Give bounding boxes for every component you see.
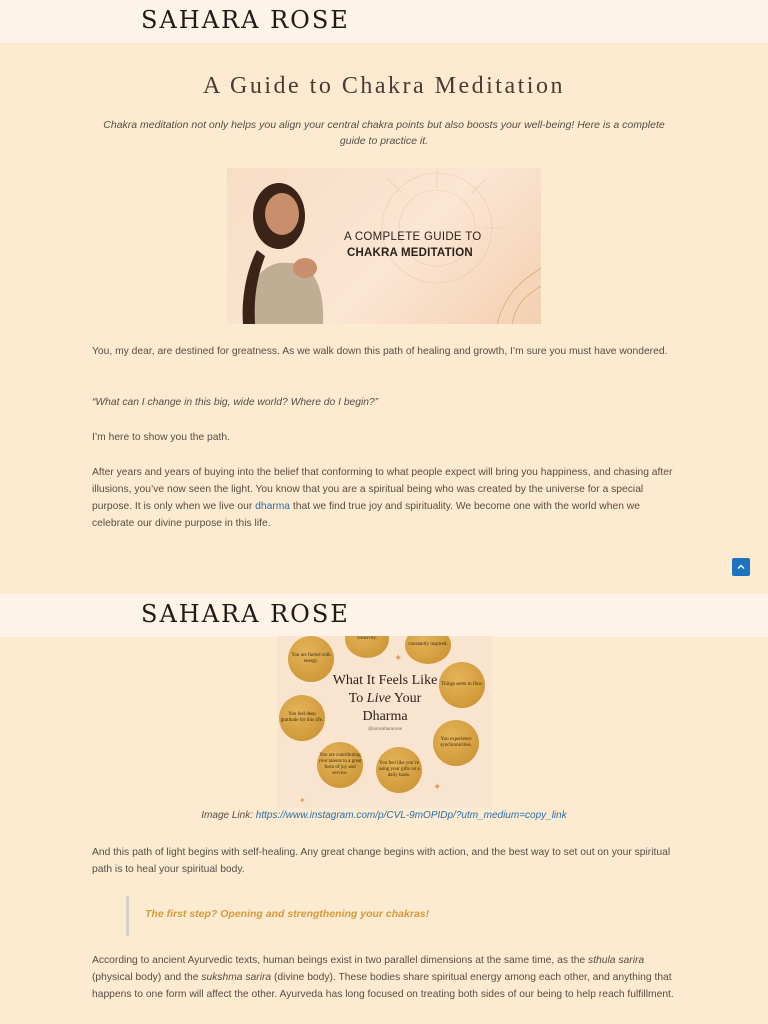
bubble-energy (288, 636, 334, 682)
paragraph-6-text-a: According to ancient Ayurvedic texts, human beings exist in two parallel dimensions at the same time, as the (92, 955, 589, 966)
dharma-title-b: Your Dharma (362, 691, 422, 724)
bubble-text: creativity. (357, 636, 377, 641)
paragraph-5: And this path of light begins with self-healing. Any great change begins with action, and the best way to set out on your spiritual path is to heal your spiritual body. (92, 847, 671, 875)
chevron-up-icon (736, 562, 746, 572)
scroll-to-top-button[interactable] (732, 558, 750, 576)
bubble-text: You feel deep gratitude for this life. (280, 712, 324, 723)
paragraph-6-text-c: (divine body). These bodies share spiritual energy among each other, and anything that happens to one form will affect the other. Ayurveda has long focused on treating both sides of our being to help reach fulfillment. (92, 972, 674, 1000)
bubble-gifts (376, 747, 422, 793)
site-header (0, 0, 768, 43)
bubble-gratitude (279, 695, 325, 741)
dharma-title-a: What It Feels Like To (332, 673, 438, 706)
bubble-contributing (317, 742, 363, 788)
dharma-handle: @iamsahararose (367, 726, 403, 731)
bubble-synchronicities (433, 720, 479, 766)
bubble-flow (439, 662, 485, 708)
blockquote (126, 896, 669, 936)
sparkle-icon: ✦ (394, 653, 403, 664)
dharma-infographic (277, 636, 492, 808)
image-link-url[interactable]: https://www.instagram.com/p/CVL-9mOPIDp/?utm_medium=copy_link (255, 810, 567, 821)
sparkle-icon: ✦ (299, 796, 306, 805)
image-link (0, 810, 768, 821)
hero-title-line1: A COMPLETE GUIDE TO (344, 231, 482, 243)
paragraph-4 (92, 464, 677, 532)
bubble-text: constantly inspired. (408, 642, 448, 647)
bubble-text: You are contributing your talents to a great form of joy and service. (318, 753, 362, 776)
paragraph-3: I’m here to show you the path. (92, 432, 230, 443)
dharma-title (329, 672, 441, 726)
paragraph-4-text-b: that we find true joy and spirituality. We become one with the world when we celebrate our divine purpose in this life. (92, 501, 640, 529)
bubble-text: You feel like you’re using your gifts on a daily basis. (378, 761, 420, 778)
bubble-inspired (405, 636, 451, 664)
paragraph-4-text-a: After years and years of buying into the belief that conforming to what people expect will bring you happiness, and chasing after illusions, you’ve now seen the light. You know that you are a spiritual being who was created by the universe for a special purpose. It is only when we live our (92, 467, 673, 512)
hero-illustration (227, 168, 541, 324)
paragraph-6 (92, 952, 677, 1003)
dharma-title-live: Live (366, 691, 391, 706)
sparkle-icon: ✦ (433, 782, 442, 793)
image-link-label: Image Link: (201, 810, 256, 821)
paragraph-2-quote: “What can I change in this big, wide world? Where do I begin?” (92, 397, 379, 408)
article-title: A Guide to Chakra Meditation (203, 73, 565, 99)
paragraph-6-term-1: sthula sarira (588, 955, 645, 966)
bubble-creativity (345, 636, 389, 658)
paragraph-1: You, my dear, are destined for greatness. As we walk down this path of healing and growth, I’m sure you must have wondered. (92, 346, 668, 357)
site-logo[interactable]: SAHARA ROSE (141, 6, 350, 34)
bubble-text: Things seem to flow. (441, 682, 483, 687)
bubble-text: You are fueled with energy. (291, 653, 331, 664)
article-intro: Chakra meditation not only helps you align your central chakra points but also boosts your well-being! Here is a complete guide to practice it. (103, 119, 665, 147)
paragraph-6-term-2: sukshma sarira (201, 972, 272, 983)
blockquote-text: The first step? Opening and strengthening your chakras! (145, 908, 430, 920)
hero-image (227, 168, 541, 324)
sticky-site-logo[interactable]: SAHARA ROSE (141, 600, 350, 628)
dharma-link[interactable]: dharma (255, 501, 291, 512)
bubble-text: You experience synchronicities. (440, 737, 472, 748)
hero-title-line2: CHAKRA MEDITATION (347, 247, 473, 259)
paragraph-6-text-b: (physical body) and the (92, 972, 202, 983)
sticky-header (0, 594, 768, 637)
